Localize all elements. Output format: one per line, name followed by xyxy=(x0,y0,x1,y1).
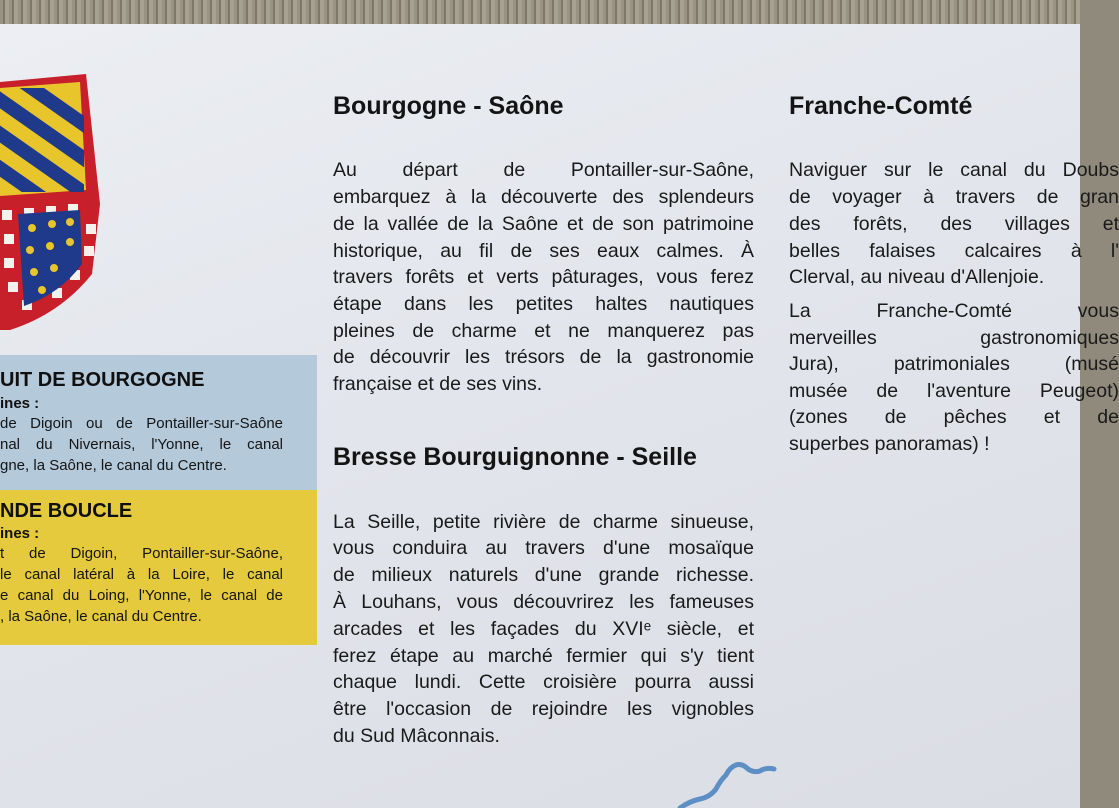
paragraph-line: embarquez à la découverte des splendeurs xyxy=(333,186,754,208)
box-line: e canal du Loing, l'Yonne, le canal de xyxy=(0,587,283,604)
box-line: nal du Nivernais, l'Yonne, le canal xyxy=(0,436,283,453)
box-subtitle: ines : xyxy=(0,525,40,542)
paragraph-line: du Sud Mâconnais. xyxy=(333,725,500,747)
paragraph-line: Au départ de Pontailler-sur-Saône, xyxy=(333,159,754,181)
paragraph-line: de la vallée de la Saône et de son patrimoine xyxy=(333,213,754,235)
paragraph-line: Clerval, au niveau d'Allenjoie. xyxy=(789,266,1045,288)
paragraph-line: (zones de pêches et de xyxy=(789,406,1119,428)
paragraph-line: historique, au fil de ses eaux calmes. À xyxy=(333,240,754,262)
paragraph-line: superbes panoramas) ! xyxy=(789,433,990,455)
paragraph-line: musée de l'aventure Peugeot) xyxy=(789,380,1119,402)
box-title: NDE BOUCLE xyxy=(0,500,133,522)
box-line: t de Digoin, Pontailler-sur-Saône, xyxy=(0,545,283,562)
burgundy-coat-of-arms xyxy=(0,74,104,330)
paragraph-line: être l'occasion de rejoindre les vignobles xyxy=(333,698,754,720)
paragraph-line: de voyager à travers de gran xyxy=(789,186,1119,208)
paragraph-line: de milieux naturels d'une grande richesse. xyxy=(333,564,754,586)
paragraph-line: travers forêts et verts pâturages, vous ferez xyxy=(333,266,754,288)
paragraph-line: À Louhans, vous découvrirez les fameuses xyxy=(333,591,754,613)
paragraph-line: française et de ses vins. xyxy=(333,373,543,395)
box-line: gne, la Saône, le canal du Centre. xyxy=(0,457,227,474)
paragraph-line: vous conduira au travers d'une mosaïque xyxy=(333,537,754,559)
paragraph-line: arcades et les façades du XVIᵉ siècle, et xyxy=(333,618,754,640)
section-heading-bourgogne-saone: Bourgogne - Saône xyxy=(333,92,564,120)
paragraph-line: Jura), patrimoniales (musé xyxy=(789,353,1119,375)
section-heading-bresse-bourguignonne: Bresse Bourguignonne - Seille xyxy=(333,443,697,471)
river-map-line xyxy=(670,755,790,808)
box-title: UIT DE BOURGOGNE xyxy=(0,369,205,391)
paragraph-line: La Seille, petite rivière de charme sinueuse, xyxy=(333,511,754,533)
itinerary-box-blue xyxy=(0,355,317,490)
box-line: le canal latéral à la Loire, le canal xyxy=(0,566,283,583)
paragraph-line: chaque lundi. Cette croisière pourra aussi xyxy=(333,671,754,693)
paragraph-line: merveilles gastronomiques xyxy=(789,327,1119,349)
paragraph-line: La Franche-Comté vous xyxy=(789,300,1119,322)
paragraph-line: ferez étape au marché fermier qui s'y tient xyxy=(333,645,754,667)
paragraph-line: des forêts, des villages et xyxy=(789,213,1119,235)
box-subtitle: ines : xyxy=(0,395,40,412)
paragraph-line: de découvrir les trésors de la gastronomie xyxy=(333,346,754,368)
box-line: de Digoin ou de Pontailler-sur-Saône xyxy=(0,415,283,432)
paragraph-line: étape dans les petites haltes nautiques xyxy=(333,293,754,315)
section-heading-franche-comte: Franche-Comté xyxy=(789,92,973,120)
paragraph-line: pleines de charme et ne manquerez pas xyxy=(333,320,754,342)
paragraph-line: belles falaises calcaires à l' xyxy=(789,240,1119,262)
itinerary-box-yellow xyxy=(0,490,317,645)
paragraph-line: Naviguer sur le canal du Doubs xyxy=(789,159,1119,181)
box-line: , la Saône, le canal du Centre. xyxy=(0,608,202,625)
